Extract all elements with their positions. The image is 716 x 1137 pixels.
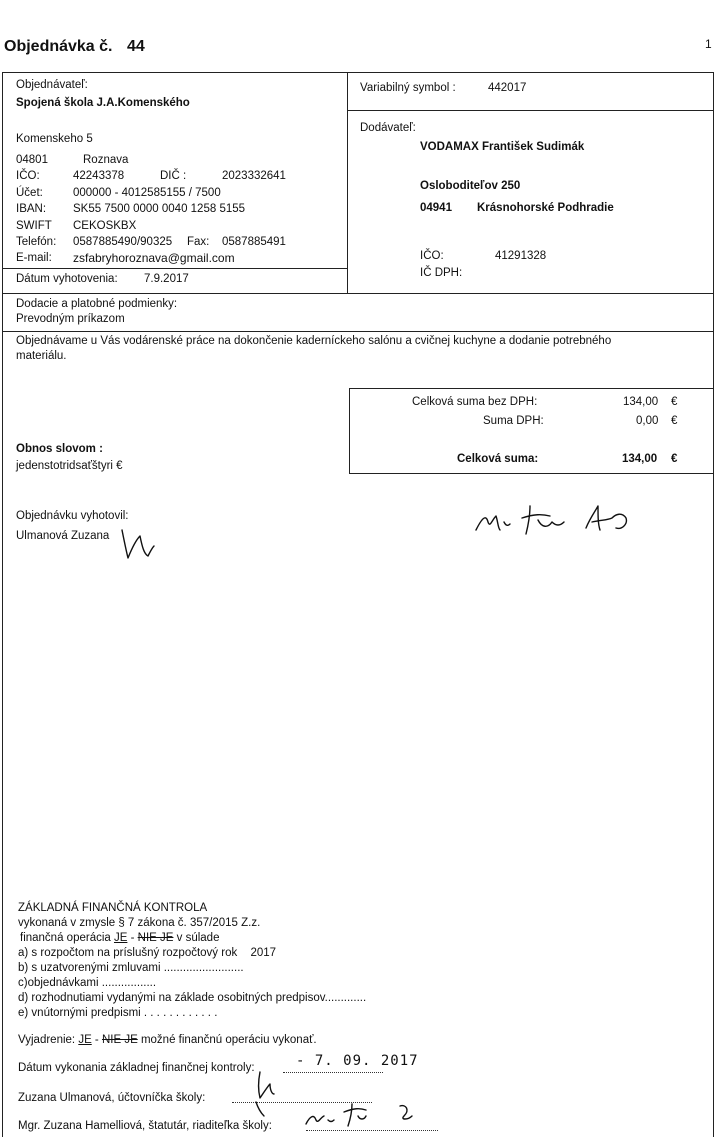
prepared-label: Objednávku vyhotovil: — [16, 510, 129, 522]
frame-middle-divider — [347, 72, 348, 294]
orderer-email: zsfabryhoroznava@gmail.com — [73, 251, 235, 265]
supplier-label: Dodávateľ: — [360, 122, 416, 134]
orderer-name: Spojená škola J.A.Komenského — [16, 97, 190, 109]
statement-nie: NIE JE — [101, 1034, 138, 1046]
control-item-a-year: 2017 — [250, 947, 277, 959]
orderer-account-label: Účet: — [16, 187, 43, 199]
control-line-2-mid: - — [127, 932, 138, 944]
control-item-c: c)objednávkami ................. — [18, 977, 157, 989]
supplier-zip: 04941 — [420, 202, 452, 214]
total-net-value: 134,00 — [623, 396, 659, 408]
control-item-b: b) s uzatvorenými zmluvami ......................... — [18, 962, 244, 974]
description-line-1: Objednávame u Vás vodárenské práce na dokončenie kaderníckeho salónu a cvičnej kuchyne a dodanie potrebného — [16, 335, 612, 347]
frame-left — [2, 72, 3, 1137]
orderer-iban: SK55 7500 0000 0040 1258 5155 — [73, 203, 246, 215]
orderer-ico: 42243378 — [73, 170, 125, 182]
orderer-phone-label: Telefón: — [16, 236, 57, 248]
supplier-city: Krásnohorské Podhradie — [477, 202, 614, 214]
orderer-swift: CEKOSKBX — [73, 220, 137, 232]
variable-symbol-divider — [347, 110, 713, 111]
director-signature-main — [472, 500, 642, 540]
control-date-label: Dátum vykonania základnej finančnej kontroly: — [18, 1062, 255, 1074]
orderer-fax: 0587885491 — [222, 236, 286, 248]
total-label: Celková suma: — [457, 453, 539, 465]
orderer-account: 000000 - 4012585155 / 7500 — [73, 187, 221, 199]
description-line-2: materiálu. — [16, 350, 67, 362]
terms-label: Dodacie a platobné podmienky: — [16, 298, 178, 310]
statement — [18, 1034, 317, 1046]
terms-value: Prevodným príkazom — [16, 313, 125, 325]
total-vat-label: Suma DPH: — [483, 415, 544, 427]
orderer-label: Objednávateľ: — [16, 79, 88, 91]
total-vat-value: 0,00 — [636, 415, 659, 427]
orderer-swift-label: SWIFT — [16, 220, 52, 232]
control-line-2-nie: NIE JE — [137, 932, 174, 944]
statement-pre: Vyjadrenie: — [18, 1034, 79, 1046]
frame-top — [2, 72, 714, 73]
supplier-ico: 41291328 — [495, 250, 547, 262]
date-label: Dátum vyhotovenia: — [16, 273, 118, 285]
control-item-e: e) vnútornými predpismi . . . . . . . . . . . . — [18, 1007, 218, 1019]
orderer-zip: 04801 — [16, 154, 48, 166]
orderer-city: Roznava — [83, 154, 129, 166]
document-title — [4, 38, 145, 56]
control-heading: ZÁKLADNÁ FINANČNÁ KONTROLA — [18, 902, 208, 914]
orderer-ico-label: IČO: — [16, 170, 40, 182]
control-line-2-post: v súlade — [173, 932, 220, 944]
header-block-bottom — [2, 293, 713, 294]
words-value: jedenstotridsaťštyri € — [16, 460, 123, 472]
orderer-phone: 0587885490/90325 — [73, 236, 173, 248]
currency-total: € — [671, 453, 678, 465]
orderer-dic-label: DIČ : — [160, 170, 187, 182]
variable-symbol-label: Variabilný symbol : — [360, 82, 456, 94]
variable-symbol-value: 442017 — [488, 82, 527, 94]
orderer-street: Komenskeho 5 — [16, 133, 93, 145]
total-value: 134,00 — [622, 453, 658, 465]
control-item-a-text: a) s rozpočtom na príslušný rozpočtový rok — [18, 947, 238, 959]
statement-je: JE — [78, 1034, 92, 1046]
prepared-signature — [118, 526, 158, 562]
control-item-a — [18, 947, 276, 959]
orderer-email-label: E-mail: — [16, 252, 52, 264]
supplier-name: VODAMAX František Sudimák — [420, 141, 585, 153]
currency-net: € — [671, 396, 678, 408]
date-divider — [2, 268, 347, 269]
total-net-label: Celková suma bez DPH: — [412, 396, 538, 408]
orderer-iban-label: IBAN: — [16, 203, 47, 215]
date-value: 7.9.2017 — [144, 273, 189, 285]
accountant-label: Zuzana Ulmanová, účtovníčka školy: — [18, 1092, 206, 1104]
supplier-ico-label: IČO: — [420, 250, 444, 262]
statement-mid: - — [91, 1034, 102, 1046]
director-label: Mgr. Zuzana Hamelliová, štatutár, riaditeľka školy: — [18, 1120, 272, 1132]
orderer-dic: 2023332641 — [222, 170, 286, 182]
supplier-icdph-label: IČ DPH: — [420, 267, 463, 279]
terms-divider — [2, 331, 713, 332]
supplier-street: Osloboditeľov 250 — [420, 180, 521, 192]
title-text: Objednávka č. — [4, 38, 113, 55]
statement-post: možné finančnú operáciu vykonať. — [137, 1034, 317, 1046]
page-number: 1 — [705, 37, 712, 51]
control-line-1: vykonaná v zmysle § 7 zákona č. 357/2015 Z.z. — [18, 917, 261, 929]
accountant-signature — [250, 1068, 290, 1118]
control-line-2-pre: finančná operácia — [20, 932, 114, 944]
order-number: 44 — [126, 38, 145, 55]
director-signature — [300, 1094, 420, 1130]
orderer-fax-label: Fax: — [187, 236, 210, 248]
control-date-stamp: - 7. 09. 2017 — [296, 1053, 419, 1069]
control-line-2 — [20, 932, 219, 944]
frame-right — [713, 72, 714, 1137]
control-item-d: d) rozhodnutiami vydanými na základe osobitných predpisov............. — [18, 992, 367, 1004]
currency-vat: € — [671, 415, 678, 427]
control-line-2-je: JE — [113, 932, 128, 944]
prepared-name: Ulmanová Zuzana — [16, 530, 110, 542]
words-label: Obnos slovom : — [16, 443, 103, 455]
